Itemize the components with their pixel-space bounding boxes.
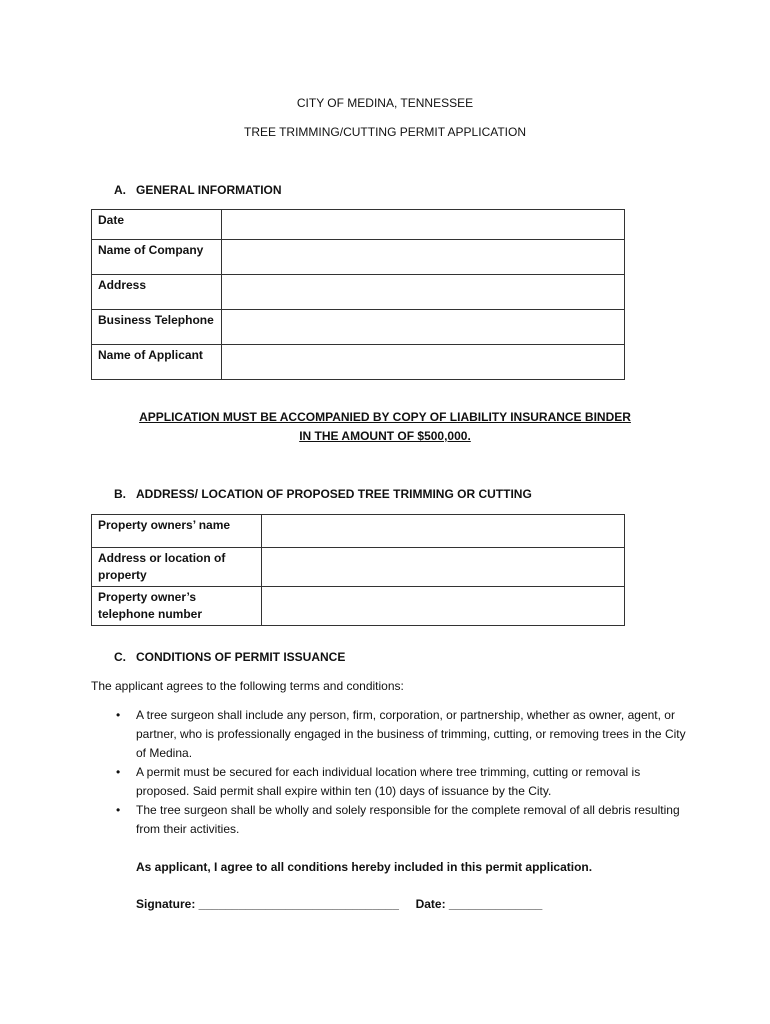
city-title: CITY OF MEDINA, TENNESSEE	[296, 96, 474, 110]
property-location-table	[91, 514, 625, 626]
list-item	[110, 763, 690, 801]
insurance-notice-line1: APPLICATION MUST BE ACCOMPANIED BY COPY OF LIABILITY INSURANCE BINDER	[139, 410, 631, 424]
property-owner-telephone-label: Property owner’s telephone number	[92, 587, 262, 626]
property-address-label: Address or location of property	[92, 548, 262, 587]
property-owner-telephone-field[interactable]	[262, 587, 625, 626]
address-field[interactable]	[222, 275, 625, 310]
table-row	[92, 275, 625, 310]
table-row	[92, 345, 625, 380]
date-field[interactable]	[222, 210, 625, 240]
bullet-icon: •	[116, 765, 121, 779]
section-b-number: B.	[114, 487, 126, 501]
general-information-table	[91, 209, 625, 380]
property-owners-name-label: Property owners’ name	[92, 515, 262, 548]
section-c-title: CONDITIONS OF PERMIT ISSUANCE	[136, 650, 346, 664]
business-telephone-field[interactable]	[222, 310, 625, 345]
terms-intro: The applicant agrees to the following terms and conditions:	[91, 679, 404, 693]
company-name-label: Name of Company	[92, 240, 222, 275]
date-line[interactable]: Date: ______________	[415, 897, 543, 911]
agreement-statement: As applicant, I agree to all conditions hereby included in this permit application.	[136, 860, 593, 874]
section-b-heading	[114, 487, 532, 501]
company-name-field[interactable]	[222, 240, 625, 275]
applicant-name-field[interactable]	[222, 345, 625, 380]
list-item	[110, 801, 690, 839]
table-row	[92, 548, 625, 587]
insurance-notice-line2: IN THE AMOUNT OF $500,000.	[299, 429, 471, 443]
table-row	[92, 240, 625, 275]
term-text: The tree surgeon shall be wholly and solely responsible for the complete removal of all debris resulting from their activities.	[136, 803, 680, 836]
bullet-icon: •	[116, 803, 121, 817]
terms-list	[110, 706, 690, 839]
applicant-name-label: Name of Applicant	[92, 345, 222, 380]
section-c-heading	[114, 650, 345, 664]
bullet-icon: •	[116, 708, 121, 722]
property-address-field[interactable]	[262, 548, 625, 587]
section-a-heading	[114, 183, 282, 197]
table-row	[92, 210, 625, 240]
table-row	[92, 310, 625, 345]
list-item	[110, 706, 690, 763]
term-text: A tree surgeon shall include any person, firm, corporation, or partnership, whether as owner, agent, or partner, who is professionally engaged in the business of trimming, cutting, or removing trees in the City of Medina.	[136, 708, 686, 760]
property-owners-name-field[interactable]	[262, 515, 625, 548]
section-c-number: C.	[114, 650, 126, 664]
address-label: Address	[92, 275, 222, 310]
signature-row	[136, 896, 542, 912]
signature-line[interactable]: Signature: ______________________________	[136, 897, 399, 911]
form-title: TREE TRIMMING/CUTTING PERMIT APPLICATION	[243, 125, 527, 139]
business-telephone-label: Business Telephone	[92, 310, 222, 345]
section-a-number: A.	[114, 183, 126, 197]
date-label: Date	[92, 210, 222, 240]
section-b-title: ADDRESS/ LOCATION OF PROPOSED TREE TRIMMING OR CUTTING	[136, 487, 532, 501]
term-text: A permit must be secured for each individual location where tree trimming, cutting or removal is proposed. Said permit shall expire within ten (10) days of issuance by the City.	[136, 765, 641, 798]
section-a-title: GENERAL INFORMATION	[136, 183, 282, 197]
table-row	[92, 515, 625, 548]
table-row	[92, 587, 625, 626]
